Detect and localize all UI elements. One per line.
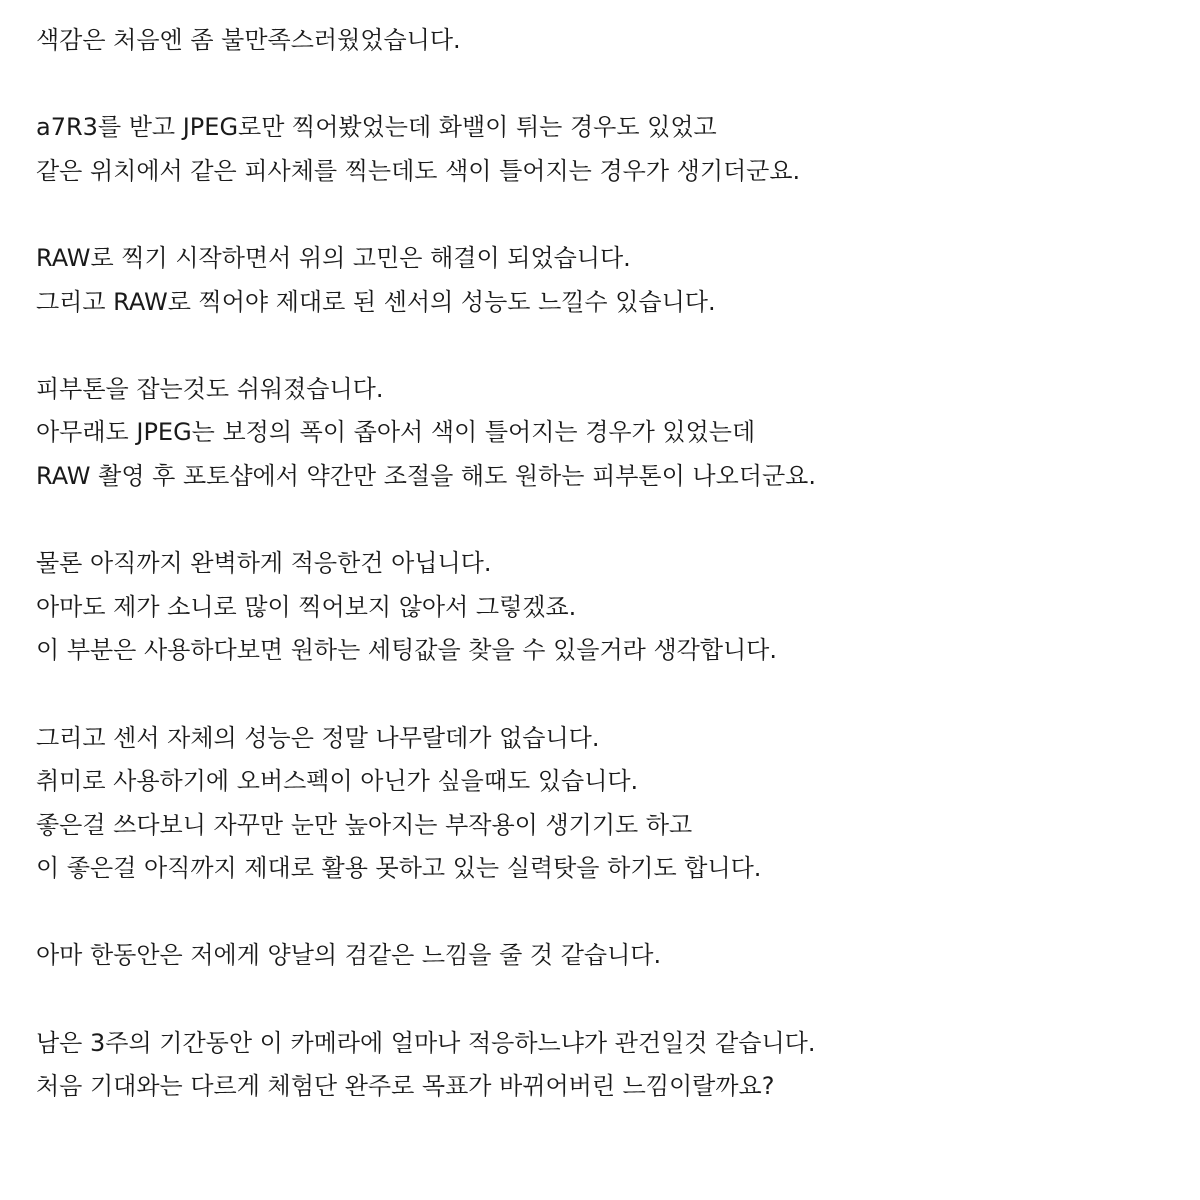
text-line: 물론 아직까지 완벽하게 적응한건 아닙니다.	[36, 549, 492, 578]
text-line: 색감은 처음엔 좀 불만족스러웠었습니다.	[36, 26, 461, 54]
text-line: 좋은걸 쓰다보니 자꾸만 눈만 높아지는 부작용이 생기기도 하고	[36, 810, 693, 839]
text-line: 처음 기대와는 다르게 체험단 완주로 목표가 바뀌어버린 느낌이랄까요?	[36, 1072, 775, 1101]
text-line: 이 부분은 사용하다보면 원하는 세팅값을 찾을 수 있을거라 생각합니다.	[36, 636, 777, 665]
text-line: RAW 촬영 후 포토샵에서 약간만 조절을 해도 원하는 피부톤이 나오더군요.	[36, 461, 816, 490]
text-line: a7R3를 받고 JPEG로만 찍어봤었는데 화밸이 튀는 경우도 있었고	[36, 113, 717, 142]
paragraph-gap	[36, 891, 1166, 935]
text-line: 같은 위치에서 같은 피사체를 찍는데도 색이 틀어지는 경우가 생기더군요.	[36, 156, 801, 185]
paragraph-gap	[36, 63, 1166, 107]
text-line: 아마도 제가 소니로 많이 찍어보지 않아서 그렇겠죠.	[36, 592, 577, 621]
paragraph-gap	[36, 499, 1166, 543]
text-line: 아무래도 JPEG는 보정의 폭이 좁아서 색이 틀어지는 경우가 있었는데	[36, 418, 756, 447]
text-line: 이 좋은걸 아직까지 제대로 활용 못하고 있는 실력탓을 하기도 합니다.	[36, 854, 762, 883]
text-line: 그리고 RAW로 찍어야 제대로 된 센서의 성능도 느낄수 있습니다.	[36, 287, 716, 316]
text-line: RAW로 찍기 시작하면서 위의 고민은 해결이 되었습니다.	[36, 243, 631, 272]
article-body	[36, 19, 1166, 1109]
paragraph-gap	[36, 673, 1166, 717]
paragraph-gap	[36, 978, 1166, 1022]
paragraph-gap	[36, 193, 1166, 237]
text-line: 그리고 센서 자체의 성능은 정말 나무랄데가 없습니다.	[36, 723, 600, 752]
paragraph-gap	[36, 324, 1166, 368]
text-line: 남은 3주의 기간동안 이 카메라에 얼마나 적응하느냐가 관건일것 같습니다.	[36, 1028, 816, 1057]
text-line: 아마 한동안은 저에게 양날의 검같은 느낌을 줄 것 같습니다.	[36, 941, 662, 970]
text-line: 취미로 사용하기에 오버스펙이 아닌가 싶을때도 있습니다.	[36, 767, 639, 796]
text-line: 피부톤을 잡는것도 쉬워졌습니다.	[36, 374, 384, 403]
